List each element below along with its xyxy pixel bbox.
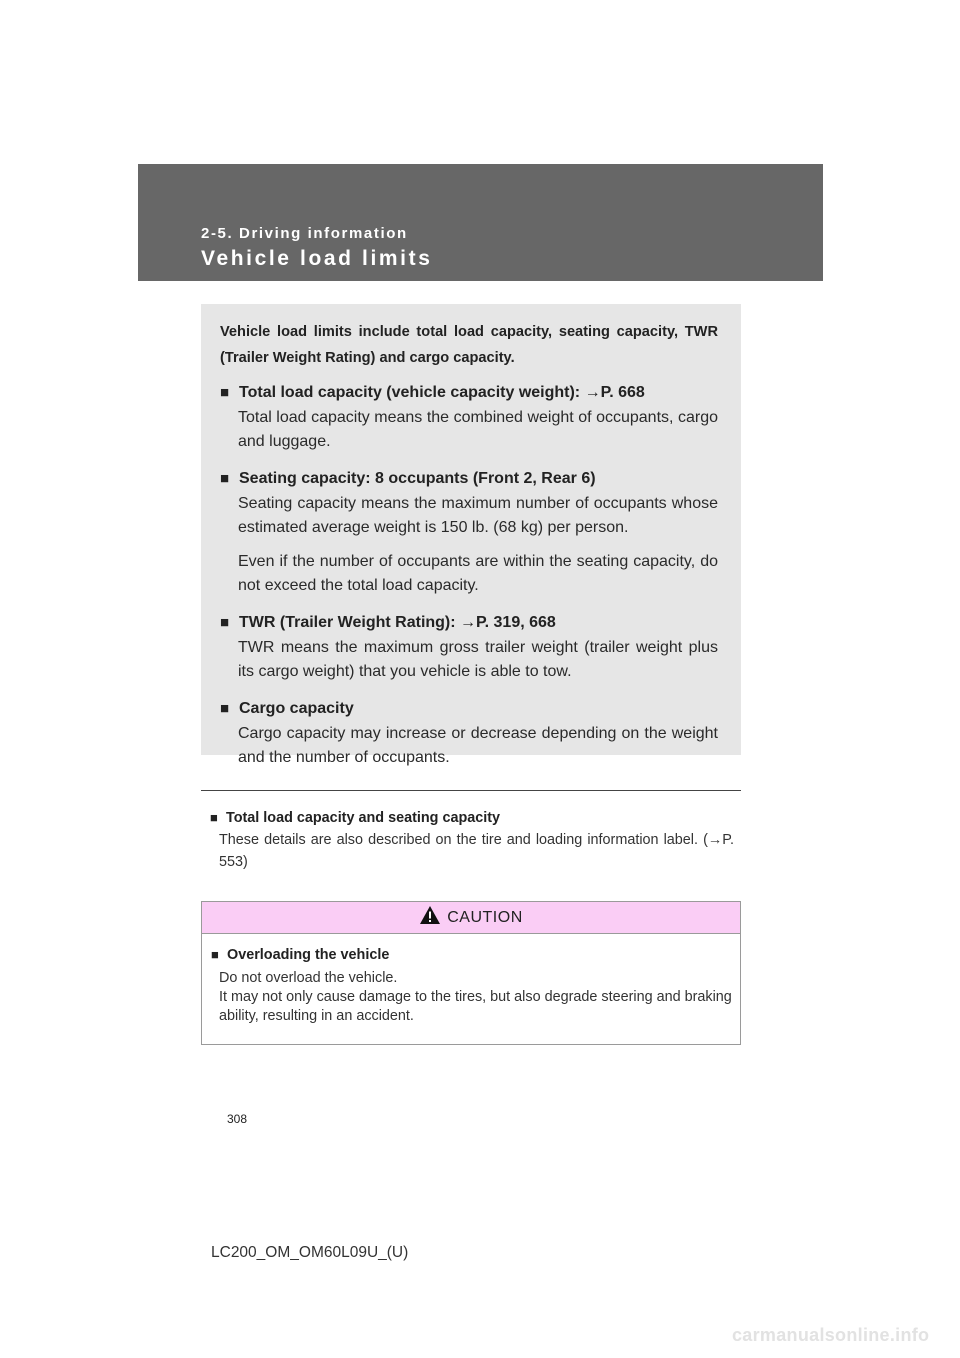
page-title: Vehicle load limits [201, 247, 433, 270]
item-title: Seating capacity: 8 occupants (Front 2, Rear 6) [239, 470, 596, 487]
document-code: LC200_OM_OM60L09U_(U) [211, 1244, 409, 1261]
watermark: carmanualsonline.info [732, 1325, 930, 1345]
summary-item-cargo-capacity [220, 696, 718, 770]
item-title: TWR (Trailer Weight Rating): →P. 319, 668 [239, 614, 556, 631]
info-note [210, 807, 734, 873]
item-body: Seating capacity means the maximum number of occupants whose estimated average weight is 150 lb. (68 kg) per person. [238, 495, 718, 536]
caution-body [219, 969, 740, 1026]
note-body: These details are also described on the tire and loading information label. (→P. 553) [219, 832, 734, 870]
caution-title: Overloading the vehicle [227, 947, 390, 963]
caution-line-1: Do not overload the vehicle. [219, 970, 398, 986]
item-title: Total load capacity (vehicle capacity weight): →P. 668 [239, 384, 645, 401]
item-title: Cargo capacity [239, 700, 354, 717]
square-bullet-icon: ■ [211, 947, 219, 962]
square-bullet-icon: ■ [220, 614, 230, 631]
caution-line-2: It may not only cause damage to the tires, but also degrade steering and braking ability, resulting in an accident. [219, 989, 732, 1024]
chapter-header [138, 164, 823, 281]
intro-text: Vehicle load limits include total load capacity, seating capacity, TWR (Trailer Weight Rating) and cargo capacity. [220, 324, 718, 366]
caution-label: CAUTION [447, 908, 523, 926]
item-body: Cargo capacity may increase or decrease depending on the weight and the number of occupants. [238, 725, 718, 766]
summary-box [201, 304, 741, 766]
page-number: 308 [227, 1112, 248, 1126]
item-body: Total load capacity means the combined weight of occupants, cargo and luggage. [238, 409, 718, 450]
summary-item-twr [220, 610, 718, 684]
caution-header [202, 902, 740, 934]
square-bullet-icon: ■ [220, 470, 230, 487]
warning-triangle-icon [419, 905, 441, 925]
square-bullet-icon: ■ [220, 384, 230, 401]
section-label: 2-5. Driving information [201, 225, 408, 242]
summary-item-total-load [220, 380, 718, 454]
square-bullet-icon: ■ [210, 810, 218, 825]
item-extra: Even if the number of occupants are within the seating capacity, do not exceed the total load capacity. [238, 553, 718, 594]
section-divider [201, 790, 741, 791]
summary-item-seating-capacity [220, 466, 718, 598]
item-body: TWR means the maximum gross trailer weight (trailer weight plus its cargo weight) that you vehicle is able to tow. [238, 639, 718, 680]
square-bullet-icon: ■ [220, 700, 230, 717]
note-title: Total load capacity and seating capacity [226, 810, 501, 826]
caution-box [201, 901, 741, 1045]
